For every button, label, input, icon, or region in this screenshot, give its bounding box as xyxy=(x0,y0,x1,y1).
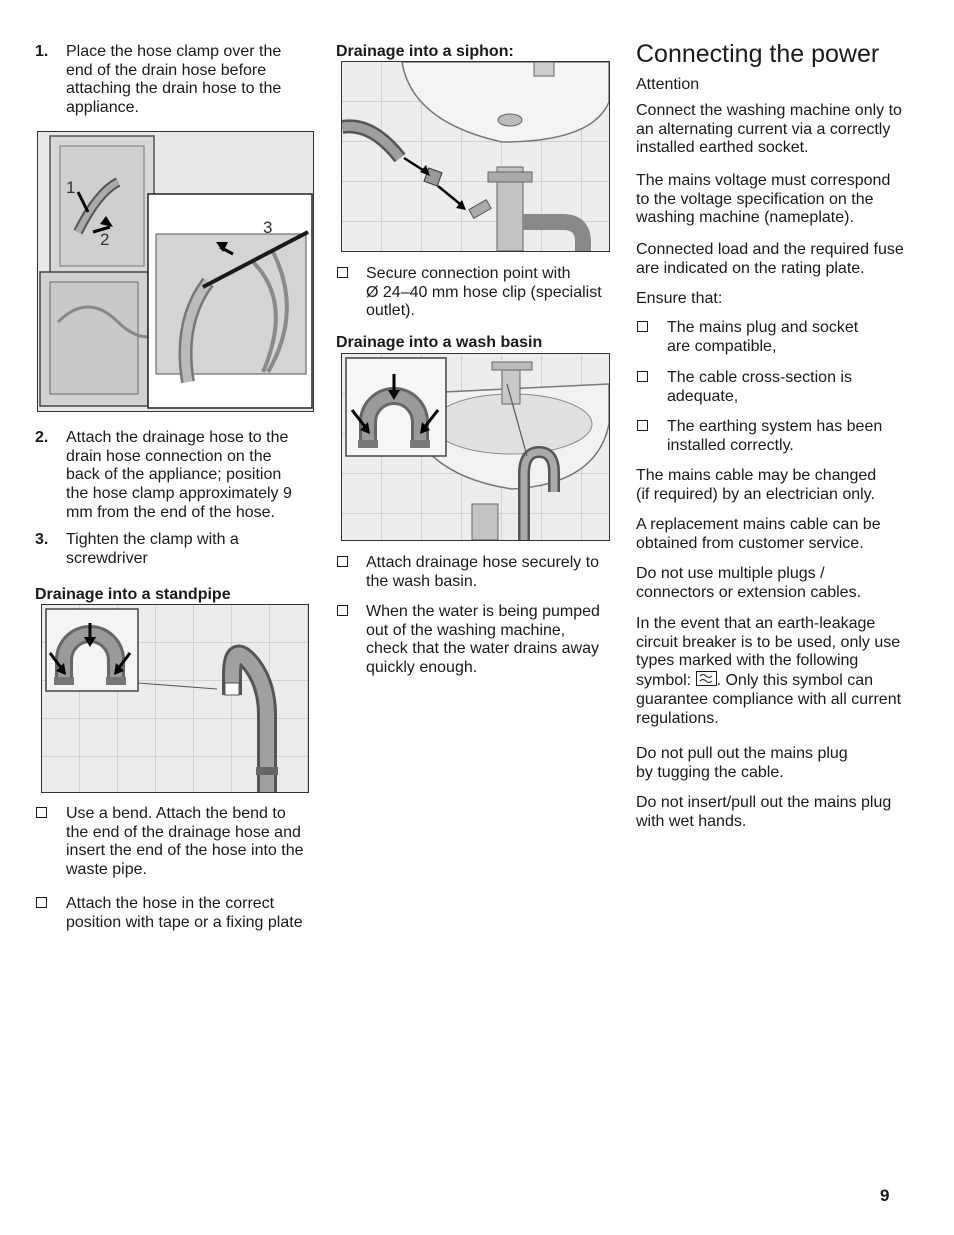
step1-text xyxy=(66,43,281,118)
text-line: types marked with the following xyxy=(636,652,859,670)
text-line: are indicated on the rating plate. xyxy=(636,259,865,277)
checkbox-icon xyxy=(337,267,348,278)
text-line: mm from the end of the hose. xyxy=(66,503,275,521)
text-line: Attach the drainage hose to the xyxy=(66,429,289,446)
page-number: 9 xyxy=(880,1186,890,1205)
standpipe-figure xyxy=(41,604,309,793)
text-line: Do not insert/pull out the mains plug xyxy=(636,794,892,811)
text-line: washing machine (nameplate). xyxy=(636,209,854,227)
figure-label: 2 xyxy=(100,230,110,249)
text-line: quickly enough. xyxy=(366,659,478,677)
paragraph: Ensure that: xyxy=(636,290,723,307)
checkbox-icon xyxy=(637,371,648,382)
wash-basin-heading: Drainage into a wash basin xyxy=(336,334,543,351)
step-number: 2. xyxy=(35,429,49,446)
figure-label: 1 xyxy=(66,178,76,197)
bullet-text xyxy=(366,265,602,321)
bullet-text xyxy=(66,805,304,880)
paragraph xyxy=(636,565,861,602)
text-line: Place the hose clamp over the xyxy=(66,43,282,60)
text-line: screwdriver xyxy=(66,549,148,567)
text-line: attaching the drain hose to the xyxy=(66,80,282,98)
text-line: Attach drainage hose securely to xyxy=(366,554,600,571)
text-line: installed earthed socket. xyxy=(636,139,809,157)
text-line: Use a bend. Attach the bend to xyxy=(66,805,286,822)
paragraph xyxy=(636,467,876,504)
checkbox-icon xyxy=(337,605,348,616)
text-line: adequate, xyxy=(667,387,739,405)
checklist-item xyxy=(667,418,882,455)
checklist-item xyxy=(667,369,852,406)
text-line: insert the end of the hose into the xyxy=(66,842,304,860)
siphon-figure xyxy=(341,61,610,252)
bullet-text xyxy=(66,895,303,932)
standpipe-heading: Drainage into a standpipe xyxy=(35,586,231,603)
text-line: The mains plug and socket xyxy=(667,319,859,336)
hose-attachment-figure xyxy=(37,131,314,412)
text-line: Attach the hose in the correct xyxy=(66,895,275,912)
text-line: the end of the drainage hose and xyxy=(66,823,301,841)
text-line: by tugging the cable. xyxy=(636,763,784,781)
text-line: Secure connection point with xyxy=(366,265,571,282)
text-line: installed correctly. xyxy=(667,436,794,454)
hose-attachment-illustration xyxy=(38,132,313,411)
text-line: waste pipe. xyxy=(66,861,147,879)
attention-label: Attention xyxy=(636,76,700,93)
text-line: with wet hands. xyxy=(636,812,747,830)
text-line: The mains voltage must correspond xyxy=(636,172,891,189)
siphon-illustration xyxy=(342,62,609,251)
siphon-heading: Drainage into a siphon: xyxy=(336,43,514,60)
text-line: Do not use multiple plugs / xyxy=(636,565,825,582)
bullet-text xyxy=(366,554,599,591)
text-line: Do not pull out the mains plug xyxy=(636,745,848,762)
text-line: the hose clamp approximately 9 xyxy=(66,485,292,503)
text-line: an alternating current via a correctly xyxy=(636,120,891,138)
text-fragment: . Only this symbol can xyxy=(716,672,874,690)
text-line: position with tape or a fixing plate xyxy=(66,913,303,931)
text-line: The cable cross-section is xyxy=(667,369,852,386)
checkbox-icon xyxy=(637,321,648,332)
text-fragment: symbol: xyxy=(636,672,696,690)
text-line: drain hose connection on the xyxy=(66,447,272,465)
text-line: out of the washing machine, xyxy=(366,621,566,639)
text-line xyxy=(636,671,901,691)
paragraph xyxy=(636,102,902,158)
text-line: A replacement mains cable can be xyxy=(636,516,881,533)
paragraph xyxy=(636,615,901,728)
text-line: outlet). xyxy=(366,302,415,320)
checkbox-icon xyxy=(637,420,648,431)
text-line: In the event that an earth-leakage xyxy=(636,615,876,632)
checkbox-icon xyxy=(36,807,47,818)
paragraph xyxy=(636,794,891,831)
text-line: the wash basin. xyxy=(366,572,478,590)
checkbox-icon xyxy=(337,556,348,567)
step2-text xyxy=(66,429,292,523)
text-line: guarantee compliance with all current xyxy=(636,690,902,708)
wash-basin-illustration xyxy=(342,354,609,540)
text-line: connectors or extension cables. xyxy=(636,583,862,601)
step-number: 1. xyxy=(35,43,49,60)
text-line: The mains cable may be changed xyxy=(636,467,877,484)
bullet-text xyxy=(366,603,600,678)
checkbox-icon xyxy=(36,897,47,908)
section-title: Connecting the power xyxy=(636,40,880,68)
paragraph xyxy=(636,745,848,782)
step-number: 3. xyxy=(35,531,49,548)
paragraph xyxy=(636,172,890,228)
text-line: (if required) by an electrician only. xyxy=(636,485,875,503)
text-line: to the voltage specification on the xyxy=(636,190,874,208)
text-line: When the water is being pumped xyxy=(366,603,600,620)
text-line: check that the water drains away xyxy=(366,640,600,658)
text-line: Connected load and the required fuse xyxy=(636,241,904,258)
text-line: regulations. xyxy=(636,709,719,727)
text-line: end of the drain hose before xyxy=(66,61,267,79)
checklist-item xyxy=(667,319,858,356)
figure-label: 3 xyxy=(263,218,273,237)
text-line: are compatible, xyxy=(667,337,777,355)
paragraph xyxy=(636,241,904,278)
text-line: appliance. xyxy=(66,99,139,117)
rcd-symbol-icon xyxy=(696,671,717,686)
text-line: Tighten the clamp with a xyxy=(66,531,239,548)
text-line: Connect the washing machine only to xyxy=(636,102,902,119)
standpipe-illustration xyxy=(42,605,308,792)
text-line: Ø 24–40 mm hose clip (specialist xyxy=(366,283,602,301)
text-line: obtained from customer service. xyxy=(636,534,864,552)
step3-text xyxy=(66,531,239,568)
text-line: The earthing system has been xyxy=(667,418,883,435)
text-line: circuit breaker is to be used, only use xyxy=(636,633,901,651)
text-line: back of the appliance; position xyxy=(66,466,282,484)
wash-basin-figure xyxy=(341,353,610,541)
paragraph xyxy=(636,516,881,553)
